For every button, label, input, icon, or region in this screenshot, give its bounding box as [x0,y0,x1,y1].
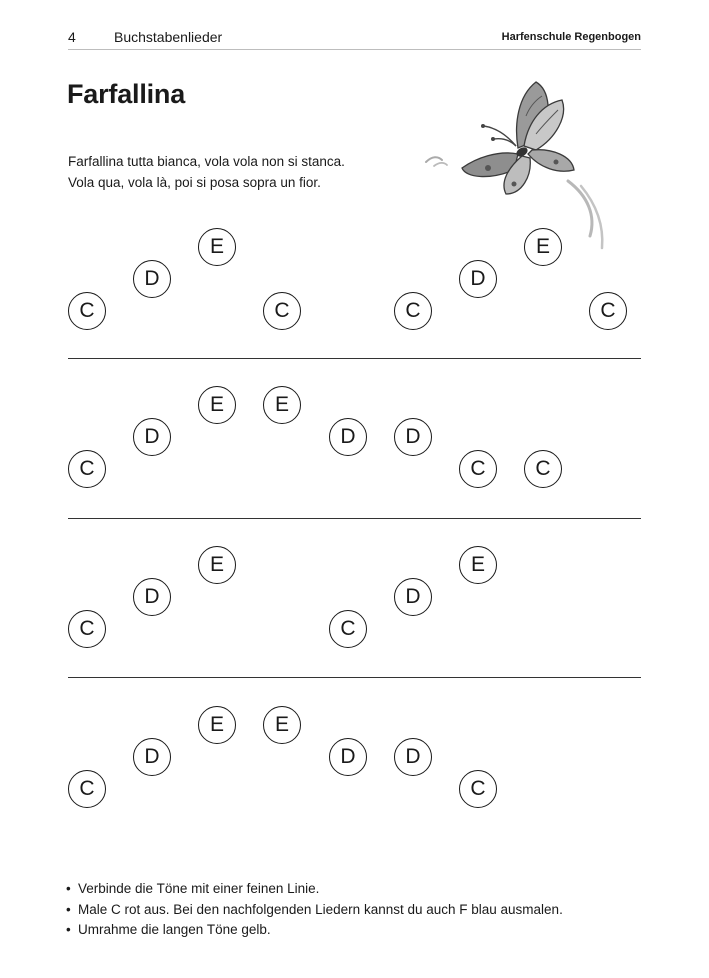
lyrics-line: Farfallina tutta bianca, vola vola non si stanca. [68,154,345,169]
note-circle[interactable]: D [394,738,432,776]
note-circle[interactable]: D [394,578,432,616]
lyrics-line: Vola qua, vola là, poi si posa sopra un fior. [68,175,321,190]
note-circle[interactable]: C [263,292,301,330]
instructions-list [66,879,563,941]
note-circle[interactable]: E [198,386,236,424]
note-circle[interactable]: C [459,450,497,488]
instruction-item: • Verbinde die Töne mit einer feinen Linie. [66,879,563,900]
instruction-item: • Male C rot aus. Bei den nachfolgenden Liedern kannst du auch F blau ausmalen. [66,900,563,921]
row-divider [68,677,641,678]
note-circle[interactable]: D [329,418,367,456]
note-circle[interactable]: D [133,738,171,776]
row-divider [68,358,641,359]
note-circle[interactable]: C [68,450,106,488]
note-circle[interactable]: C [68,292,106,330]
instruction-item: • Umrahme die langen Töne gelb. [66,920,563,941]
note-circle[interactable]: D [133,260,171,298]
note-circle[interactable]: D [329,738,367,776]
note-circle[interactable]: D [133,418,171,456]
song-title: Farfallina [67,79,186,109]
note-circle[interactable]: C [524,450,562,488]
note-circle[interactable]: D [459,260,497,298]
row-divider [68,518,641,519]
note-circle[interactable]: C [68,770,106,808]
note-circle[interactable]: D [133,578,171,616]
butterfly-icon [418,76,608,256]
song-lyrics [68,151,345,193]
note-circle[interactable]: D [394,418,432,456]
note-circle[interactable]: E [198,706,236,744]
school-name: Harfenschule Regenbogen [501,31,641,43]
note-circle[interactable]: E [263,386,301,424]
note-circle[interactable]: C [68,610,106,648]
note-circle[interactable]: E [198,228,236,266]
running-title: Buchstabenlieder [114,29,223,45]
note-circle[interactable]: C [459,770,497,808]
note-circle[interactable]: C [329,610,367,648]
note-circle[interactable]: E [263,706,301,744]
note-circle[interactable]: E [524,228,562,266]
page-number: 4 [68,29,76,45]
note-circle[interactable]: C [394,292,432,330]
note-circle[interactable]: E [459,546,497,584]
note-circle[interactable]: C [589,292,627,330]
note-circle[interactable]: E [198,546,236,584]
page-header [68,29,641,50]
